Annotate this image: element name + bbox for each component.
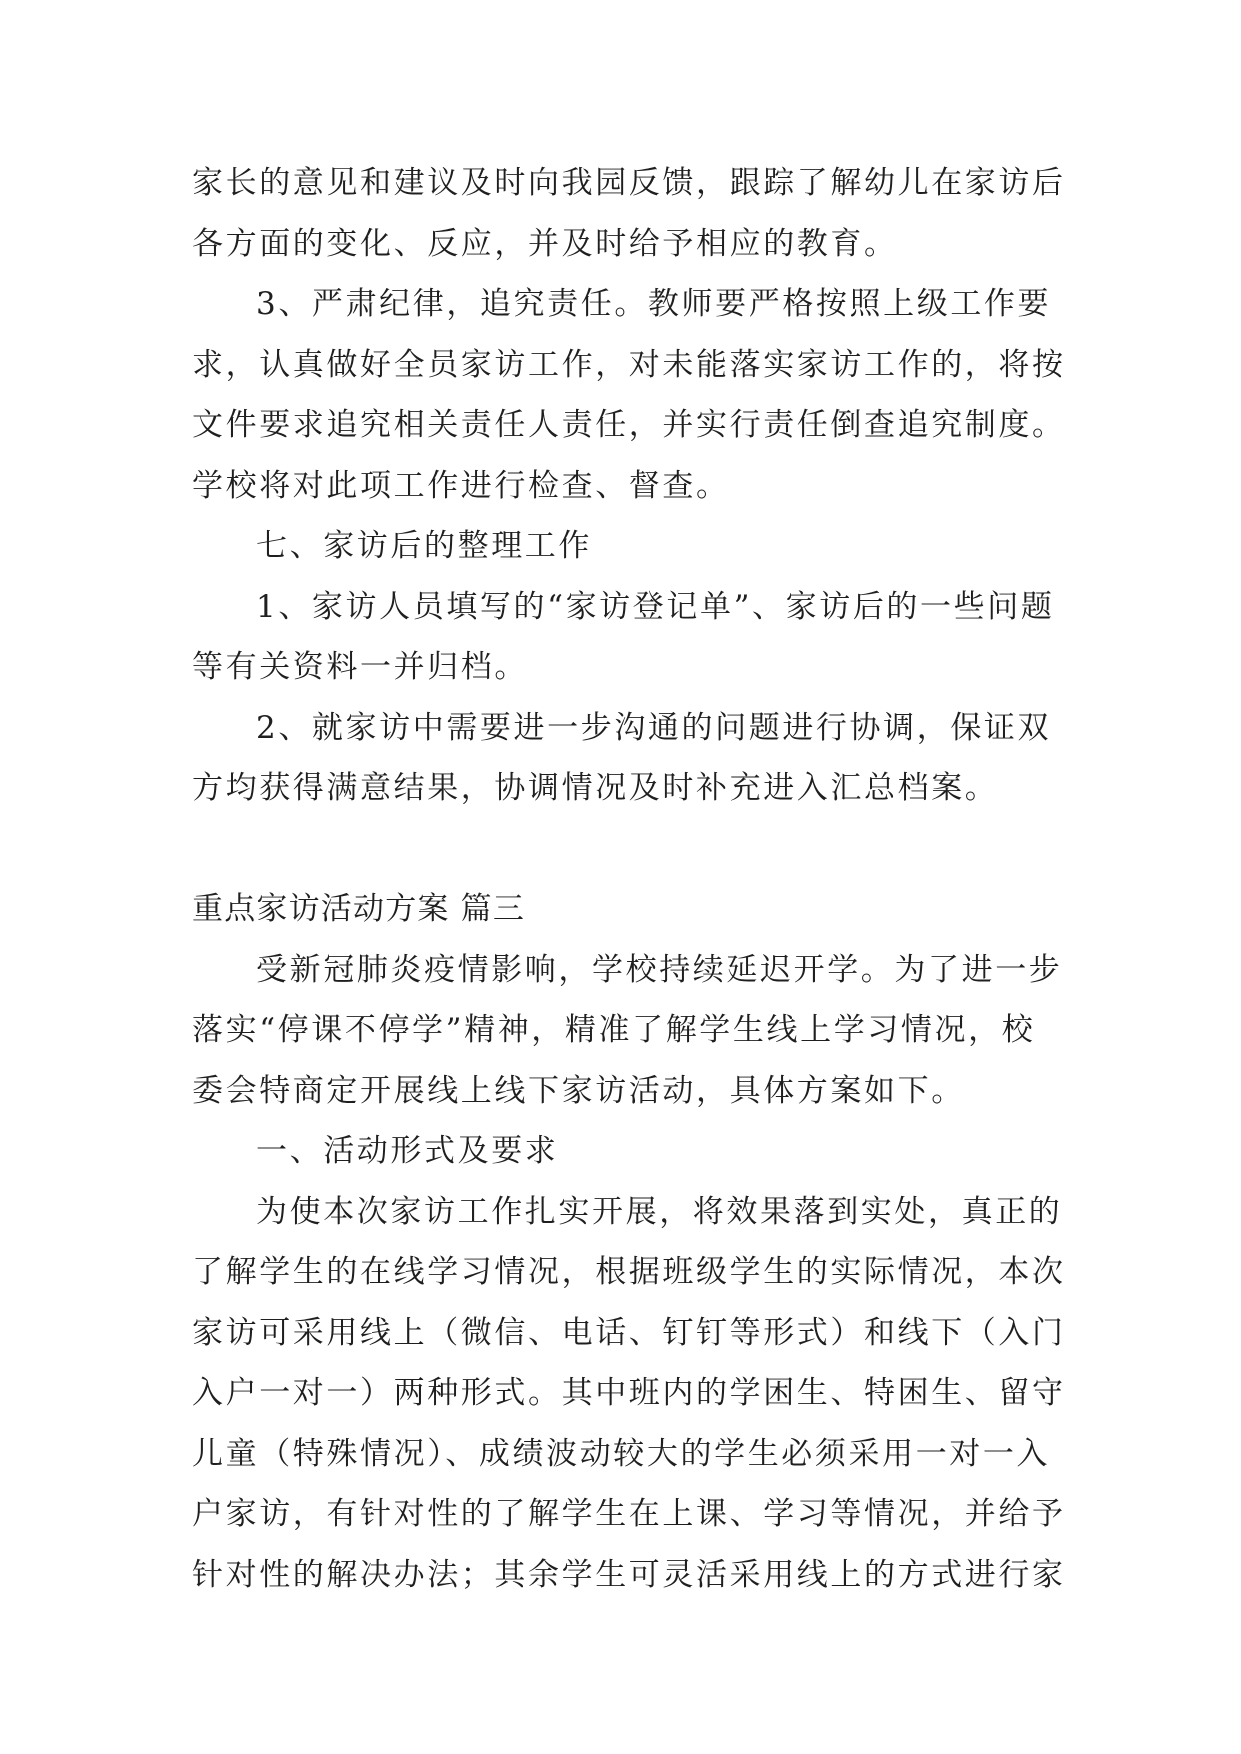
section-heading: 七、家访后的整理工作: [256, 528, 592, 564]
paragraph-start-line: 为使本次家访工作扎实开展，将效果落到实处，真正的: [256, 1193, 1063, 1230]
section-heading: 一、活动形式及要求: [256, 1133, 559, 1169]
paragraph-start-line: 2、就家访中需要进一步沟通的问题进行协调，保证双: [256, 709, 1052, 746]
text-line: 方均获得满意结果，协调情况及时补充进入汇总档案。: [192, 770, 999, 806]
text-line: 求，认真做好全员家访工作，对未能落实家访工作的，将按: [192, 346, 1066, 383]
paragraph-start-line: 3、严肃纪律，追究责任。教师要严格按照上级工作要: [256, 286, 1052, 322]
paragraph-start-line: 1、家访人员填写的“家访登记单”、家访后的一些问题: [256, 588, 1055, 625]
text-line: 入户一对一）两种形式。其中班内的学困生、特困生、留守: [192, 1375, 1066, 1411]
text-line: 各方面的变化、反应，并及时给予相应的教育。: [192, 225, 898, 262]
paragraph-start-line: 受新冠肺炎疫情影响，学校持续延迟开学。为了进一步: [256, 951, 1063, 988]
text-line: 委会特商定开展线上线下家访活动，具体方案如下。: [192, 1072, 965, 1109]
text-line: 户家访，有针对性的了解学生在上课、学习等情况，并给予: [192, 1496, 1066, 1532]
document-body: [192, 153, 1072, 1605]
text-line: 家长的意见和建议及时向我园反馈，跟踪了解幼儿在家访后: [192, 165, 1066, 201]
text-line: 落实“停课不停学”精神，精准了解学生线上学习情况，校: [192, 1012, 1036, 1048]
text-line: 了解学生的在线学习情况，根据班级学生的实际情况，本次: [192, 1254, 1066, 1290]
text-line: 儿童（特殊情况）、成绩波动较大的学生必须采用一对一入: [192, 1435, 1051, 1472]
text-line: 学校将对此项工作进行检查、督查。: [192, 467, 730, 504]
article-title: 重点家访活动方案 篇三: [192, 891, 526, 927]
text-line: 针对性的解决办法；其余学生可灵活采用线上的方式进行家: [192, 1556, 1066, 1593]
blank-line: [192, 819, 1072, 880]
text-line: 文件要求追究相关责任人责任，并实行责任倒查追究制度。: [192, 407, 1066, 443]
text-line: 等有关资料一并归档。: [192, 649, 528, 685]
text-line: 家访可采用线上（微信、电话、钉钉等形式）和线下（入门: [192, 1314, 1066, 1351]
